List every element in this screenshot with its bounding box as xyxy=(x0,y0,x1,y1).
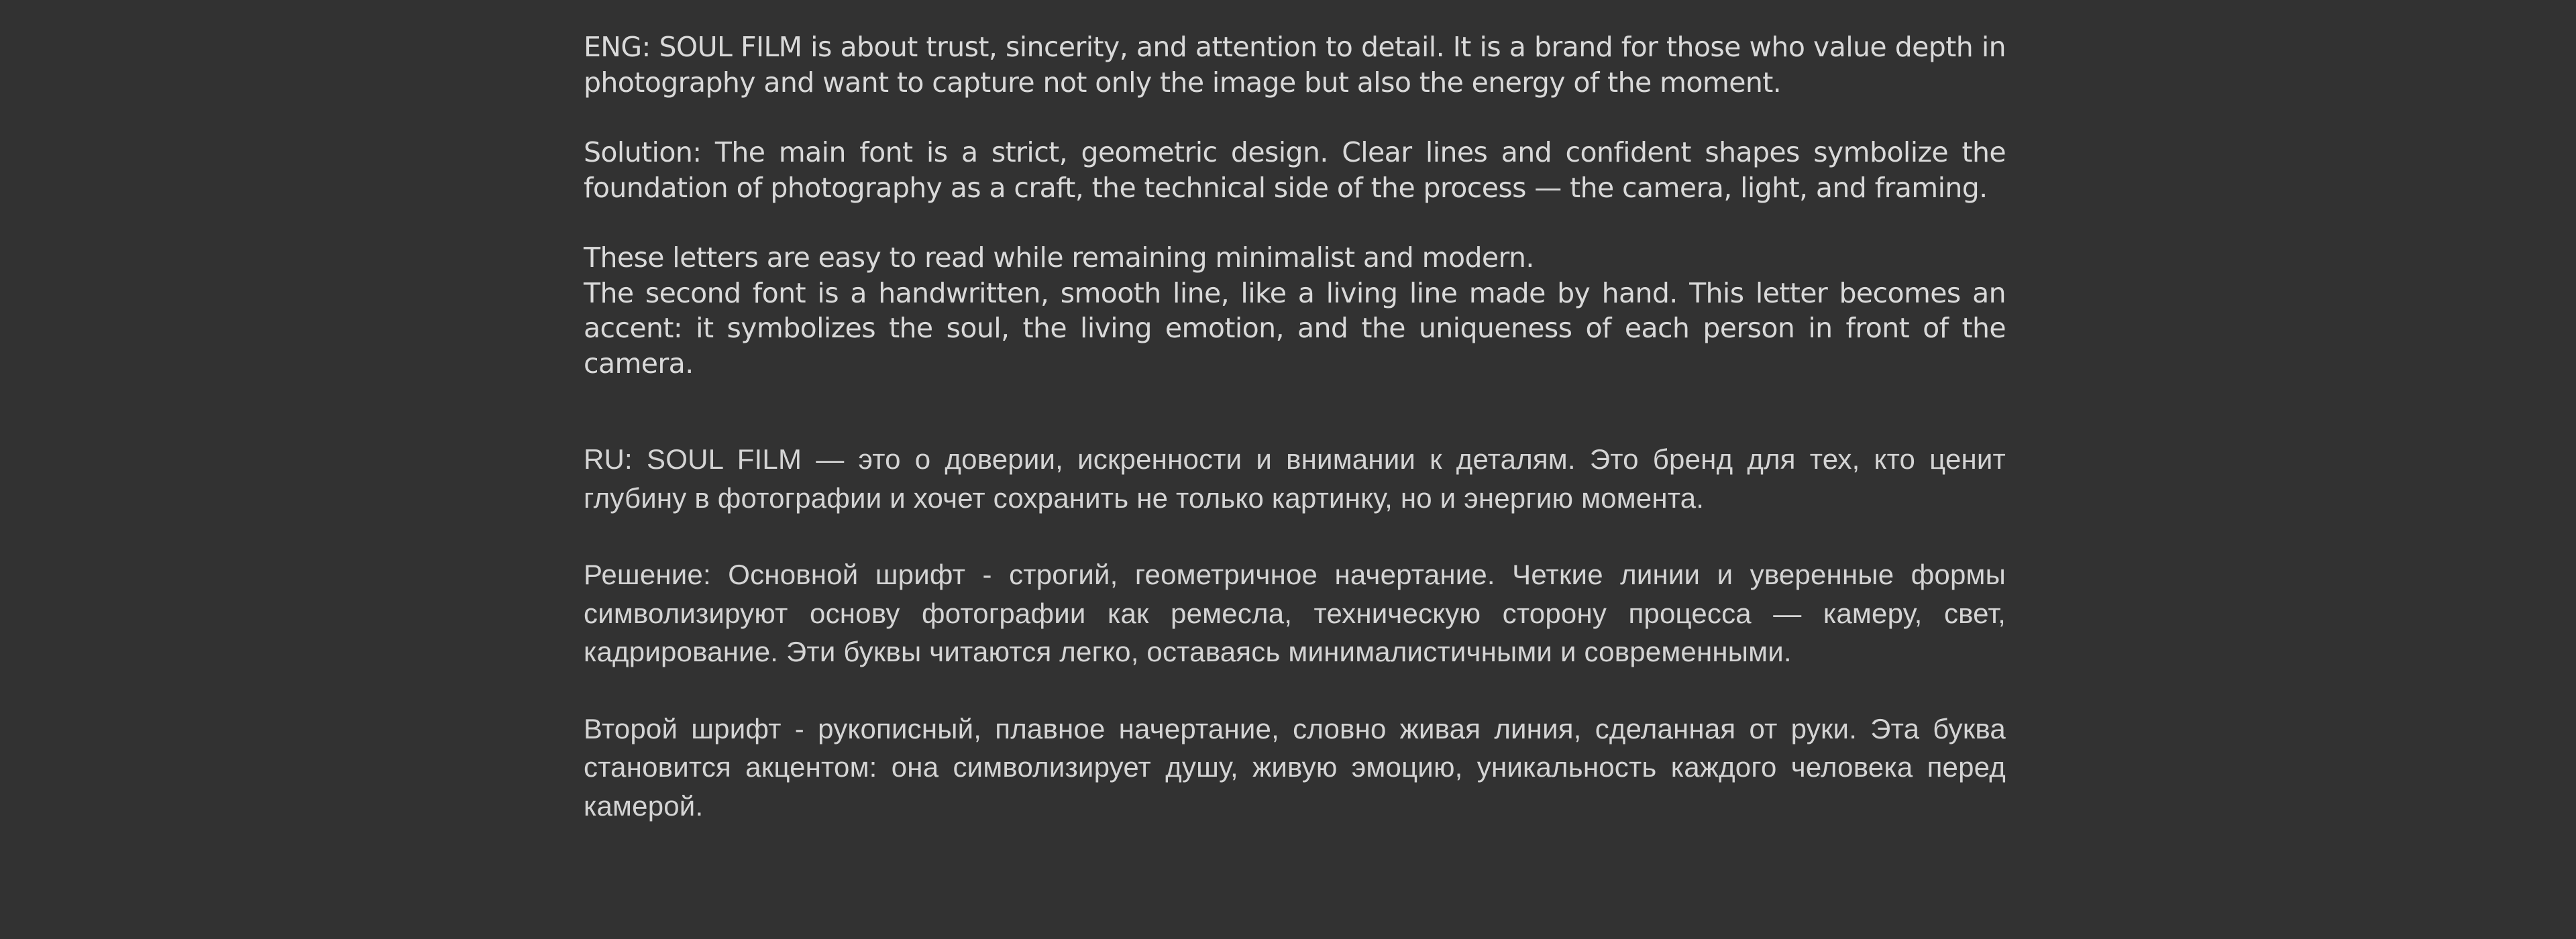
russian-section xyxy=(584,440,2006,825)
text-column xyxy=(584,30,2006,825)
english-section xyxy=(584,30,2006,381)
eng-letters-paragraph: These letters are easy to read while remaining minimalist and modern. xyxy=(584,241,1534,274)
ru-second-font-paragraph: Второй шрифт - рукописный, плавное начертание, словно живая линия, сделанная от руки. Эта буква становится акцентом: она символизирует душу, живую эмоцию, уникальность каждого человека перед камерой. xyxy=(584,712,2006,822)
eng-second-font-paragraph: The second font is a handwritten, smooth line, like a living line made by hand. This letter becomes an accent: it symbolizes the soul, the living emotion, and the uniqueness of each person in front of the camera. xyxy=(584,276,2006,380)
eng-solution-paragraph: Solution: The main font is a strict, geometric design. Clear lines and confident shapes symbolize the foundation of photography as a craft, the technical side of the process — the camera, light, and framing. xyxy=(584,136,2006,204)
ru-intro-paragraph: RU: SOUL FILM — это о доверии, искренности и внимании к деталям. Это бренд для тех, кто ценит глубину в фотографии и хочет сохранить не только картинку, но и энергию момента. xyxy=(584,443,2006,514)
eng-intro-paragraph: ENG: SOUL FILM is about trust, sincerity, and attention to detail. It is a brand for those who value depth in photography and want to capture not only the image but also the energy of the moment. xyxy=(584,31,2006,99)
ru-solution-paragraph: Решение: Основной шрифт - строгий, геометричное начертание. Четкие линии и уверенные формы символизируют основу фотографии как ремесла, техническую сторону процесса — камеру, свет, кадрирование. Эти буквы читаются легко, оставаясь минималистичными и современными. xyxy=(584,559,2006,667)
